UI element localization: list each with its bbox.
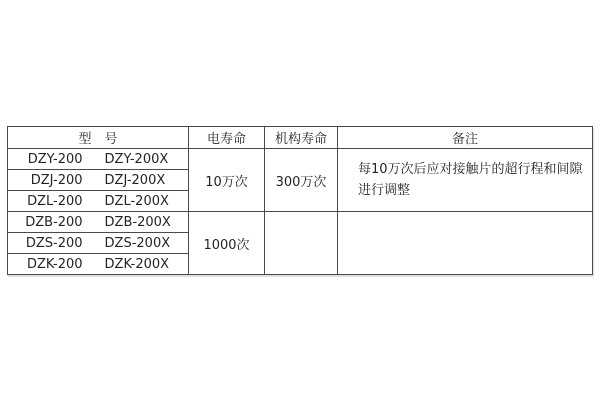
remark-line-1: 每10万次后应对接触片的超行程和间隙 (358, 162, 583, 177)
table-body (8, 149, 593, 275)
relay-spec-table (7, 126, 593, 275)
col-header-remarks: 备注 (338, 127, 593, 149)
model-code-x: DZB-200X (104, 214, 171, 230)
model-code-x: DZJ-200X (104, 172, 166, 188)
model-code: DZJ-200 (30, 172, 83, 188)
electrical-life-cell-group2: 1000次 (189, 212, 265, 275)
mechanism-life-cell-group2 (265, 212, 338, 275)
col-header-model: 型 号 (8, 127, 189, 149)
model-cell-dzy (8, 149, 189, 170)
table-row-dzy (8, 149, 593, 170)
model-code: DZK-200 (26, 256, 83, 272)
remarks-cell-group2 (338, 212, 593, 275)
electrical-life-cell-group1: 10万次 (189, 149, 265, 212)
model-code-x: DZS-200X (104, 235, 171, 251)
model-code-x: DZK-200X (104, 256, 170, 272)
model-code: DZS-200 (25, 235, 83, 251)
model-cell-dzb (8, 212, 189, 233)
header-row (8, 127, 593, 149)
model-code-x: DZY-200X (104, 151, 169, 167)
mechanism-life-cell-group1: 300万次 (265, 149, 338, 212)
model-code-x: DZL-200X (104, 193, 169, 209)
table-row-dzb (8, 212, 593, 233)
model-cell-dzs (8, 233, 189, 254)
model-code: DZB-200 (25, 214, 83, 230)
remark-line-2: 进行调整 (358, 183, 411, 198)
remarks-cell-group1 (338, 149, 593, 212)
table-head (8, 127, 593, 149)
model-code: DZL-200 (27, 193, 83, 209)
model-code: DZY-200 (27, 151, 83, 167)
col-header-electrical-life: 电寿命 (189, 127, 265, 149)
model-cell-dzl (8, 191, 189, 212)
model-cell-dzk (8, 254, 189, 275)
col-header-mechanism-life: 机构寿命 (265, 127, 338, 149)
model-cell-dzj (8, 170, 189, 191)
